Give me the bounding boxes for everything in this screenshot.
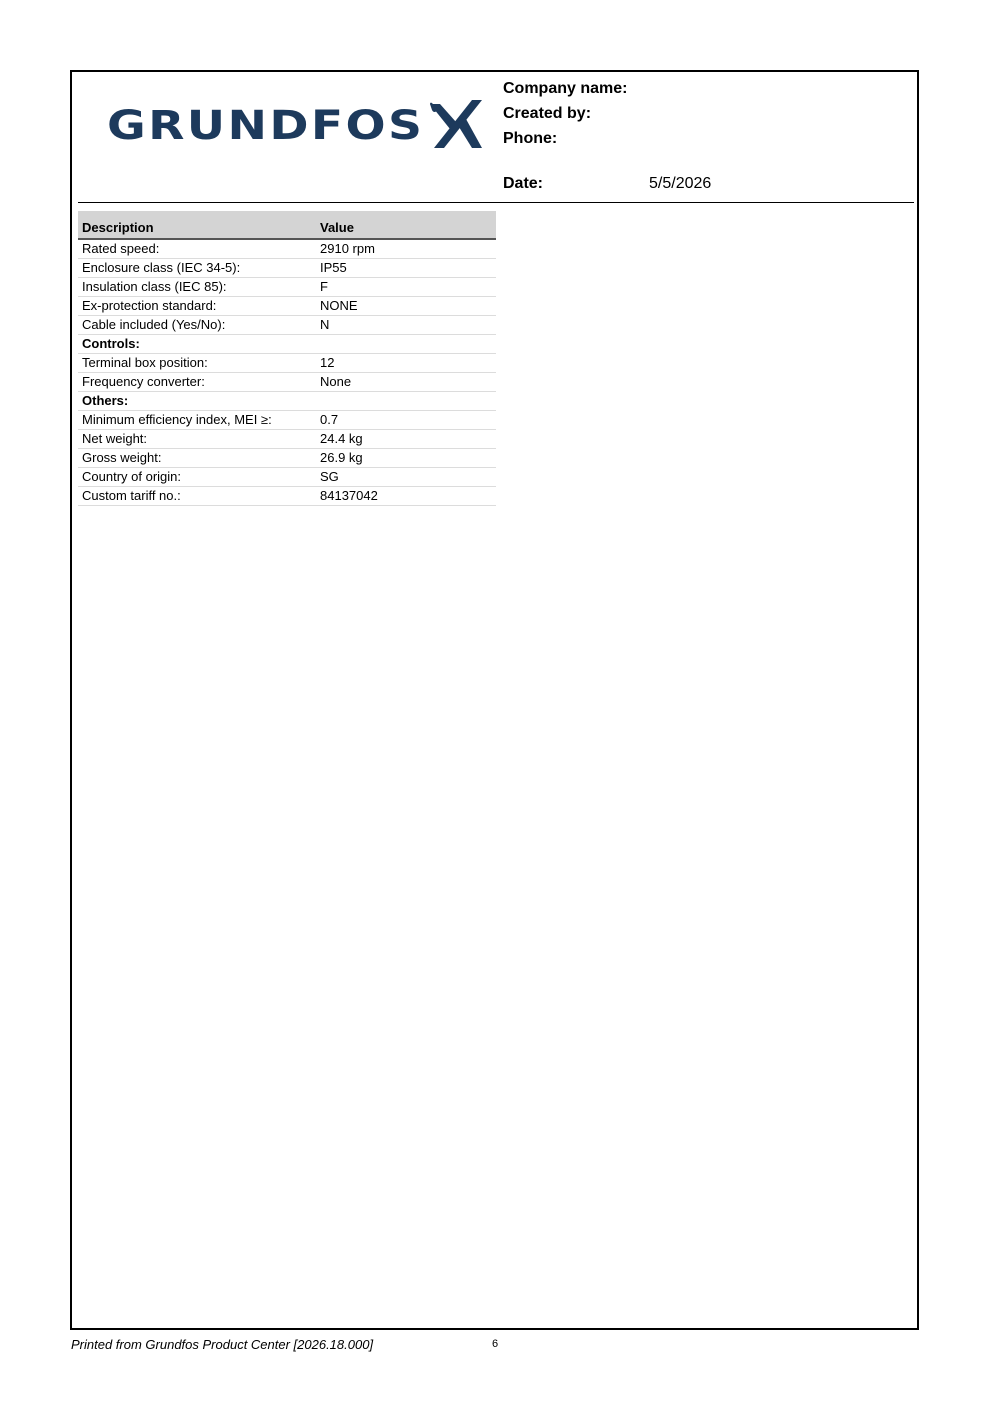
table-row [78,316,496,335]
row-description: Frequency converter: [78,373,316,392]
table-row [78,297,496,316]
row-description: Enclosure class (IEC 34-5): [78,259,316,278]
row-value [316,392,496,411]
table-row [78,373,496,392]
row-value: 12 [316,354,496,373]
table-row [78,468,496,487]
row-description: Insulation class (IEC 85): [78,278,316,297]
row-value: NONE [316,297,496,316]
row-description: Country of origin: [78,468,316,487]
row-description: Cable included (Yes/No): [78,316,316,335]
column-header-value: Value [316,211,496,239]
table-row [78,487,496,506]
footer-printed-from: Printed from Grundfos Product Center [2026.18.000] [71,1337,374,1352]
section-row-controls [78,335,496,354]
company-name-label: Company name: [503,80,628,97]
grundfos-logo [107,100,484,152]
row-description: Net weight: [78,430,316,449]
row-value: 0.7 [316,411,496,430]
row-value: SG [316,468,496,487]
row-value: 26.9 kg [316,449,496,468]
row-description: Gross weight: [78,449,316,468]
row-value: 84137042 [316,487,496,506]
spec-table [78,211,496,506]
table-row [78,259,496,278]
row-value: None [316,373,496,392]
row-value [316,335,496,354]
row-value: N [316,316,496,335]
table-row [78,449,496,468]
row-value: IP55 [316,259,496,278]
row-description: Terminal box position: [78,354,316,373]
date-label: Date: [503,175,544,192]
header-divider [78,202,914,203]
section-heading: Controls: [78,335,316,354]
date-value: 5/5/2026 [649,175,712,192]
table-row [78,411,496,430]
section-row-others [78,392,496,411]
grundfos-x-logo-icon [428,100,484,152]
section-heading: Others: [78,392,316,411]
table-row [78,278,496,297]
row-description: Custom tariff no.: [78,487,316,506]
table-header-row [78,211,496,239]
row-value: 24.4 kg [316,430,496,449]
table-row [78,239,496,259]
row-value: F [316,278,496,297]
row-description: Rated speed: [78,239,316,259]
column-header-description: Description [78,211,316,239]
phone-label: Phone: [503,130,558,147]
row-description: Ex-protection standard: [78,297,316,316]
page-number: 6 [492,1338,499,1350]
table-row [78,430,496,449]
row-description: Minimum efficiency index, MEI ≥: [78,411,316,430]
logo-wordmark: GRUNDFOS [107,103,425,149]
header-info [503,76,627,151]
date-row [503,174,711,194]
created-by-label: Created by: [503,105,592,122]
row-value: 2910 rpm [316,239,496,259]
table-row [78,354,496,373]
